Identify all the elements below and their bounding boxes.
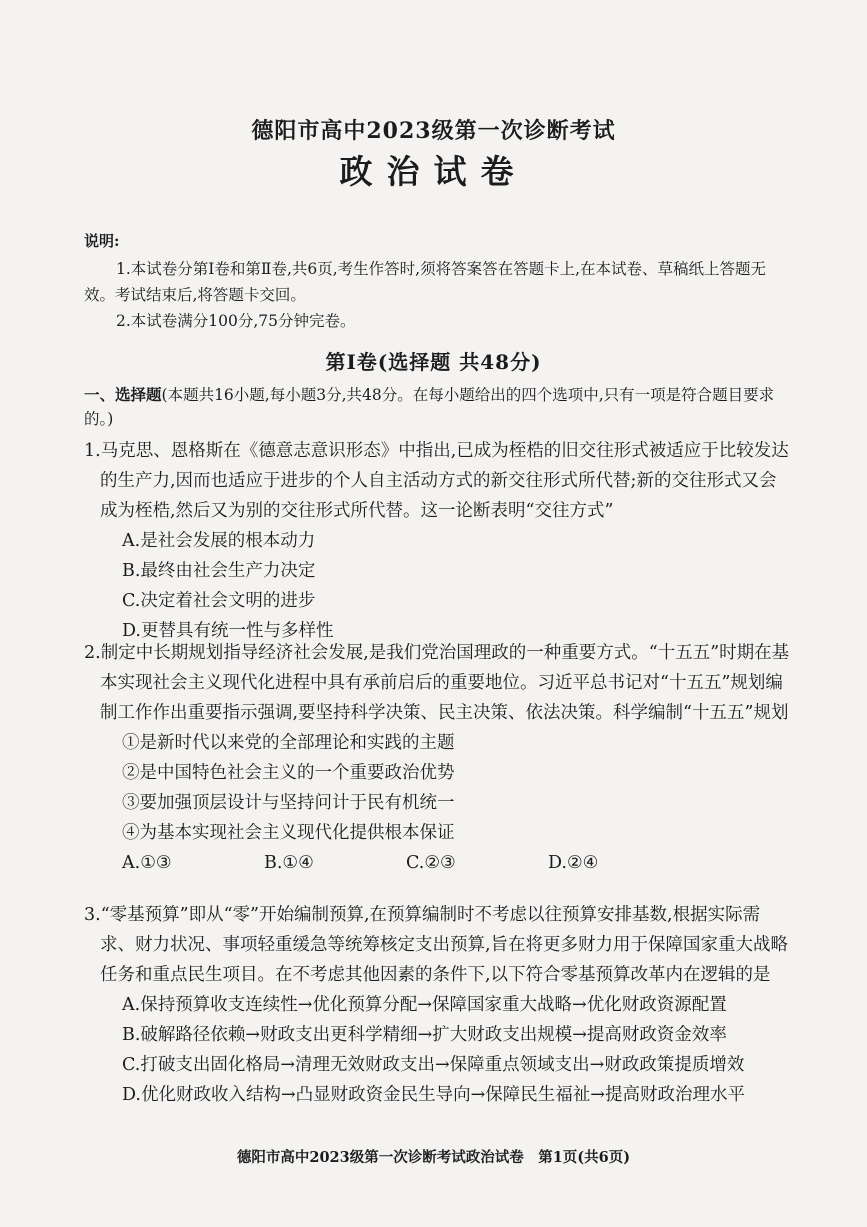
option-b: B.最终由社会生产力决定 bbox=[122, 561, 316, 581]
section-instruction bbox=[84, 383, 784, 431]
question-1 bbox=[84, 436, 790, 646]
option-c: C.打破支出固化格局→清理无效财政支出→保障重点领域支出→财政政策提质增效 bbox=[122, 1055, 745, 1075]
notes-label: 说明: bbox=[84, 232, 120, 250]
section-title: 第Ⅰ卷(选择题 共48分) bbox=[325, 350, 542, 374]
statement-1: ①是新时代以来党的全部理论和实践的主题 bbox=[122, 733, 455, 753]
option-a: A.是社会发展的根本动力 bbox=[122, 531, 316, 551]
option-b: B.破解路径依赖→财政支出更科学精细→扩大财政支出规模→提高财政资金效率 bbox=[122, 1025, 727, 1045]
option-row bbox=[84, 848, 790, 878]
option-b: B.①④ bbox=[264, 853, 314, 873]
question-stem: 1.马克思、恩格斯在《德意志意识形态》中指出,已成为桎梏的旧交往形式被适应于比较发达的生产力,因而也适应于进步的个人自主活动方式的新交往形式所代替;新的交往形式又会成为桎梏,然后又为别的交往形式所代替。这一论断表明“交往方式” bbox=[84, 441, 789, 521]
statement-3: ③要加强顶层设计与坚持问计于民有机统一 bbox=[122, 793, 455, 813]
page-footer: 德阳市高中2023级第一次诊断考试政治试卷 第1页(共6页) bbox=[236, 1149, 631, 1166]
statement-2: ②是中国特色社会主义的一个重要政治优势 bbox=[122, 763, 455, 783]
instruction-head: 一、选择题 bbox=[84, 385, 162, 404]
subject-title: 政治试卷 bbox=[339, 152, 528, 191]
option-c: C.决定着社会文明的进步 bbox=[122, 591, 316, 611]
option-d: D.更替具有统一性与多样性 bbox=[122, 621, 334, 641]
option-c: C.②③ bbox=[406, 853, 456, 873]
question-3 bbox=[84, 900, 790, 1110]
exam-title: 德阳市高中2023级第一次诊断考试 bbox=[251, 118, 616, 144]
option-a: A.保持预算收支连续性→优化预算分配→保障国家重大战略→优化财政资源配置 bbox=[122, 995, 727, 1015]
note-item: 2.本试卷满分100分,75分钟完卷。 bbox=[116, 312, 356, 330]
option-a: A.①③ bbox=[122, 853, 172, 873]
instruction-body: (本题共16小题,每小题3分,共48分。在每小题给出的四个选项中,只有一项是符合题目要求的。) bbox=[84, 386, 775, 428]
statement-4: ④为基本实现社会主义现代化提供根本保证 bbox=[122, 823, 455, 843]
question-stem: 3.“零基预算”即从“零”开始编制预算,在预算编制时不考虑以往预算安排基数,根据实际需求、财力状况、事项轻重缓急等统筹核定支出预算,旨在将更多财力用于保障国家重大战略任务和重点民生项目。在不考虑其他因素的条件下,以下符合零基预算改革内在逻辑的是 bbox=[84, 905, 789, 985]
option-d: D.优化财政收入结构→凸显财政资金民生导向→保障民生福祉→提高财政治理水平 bbox=[122, 1085, 745, 1105]
note-item: 1.本试卷分第Ⅰ卷和第Ⅱ卷,共6页,考生作答时,须将答案答在答题卡上,在本试卷、草稿纸上答题无效。考试结束后,将答题卡交回。 bbox=[84, 260, 767, 304]
option-d: D.②④ bbox=[548, 853, 599, 873]
question-2 bbox=[84, 638, 790, 878]
question-stem: 2.制定中长期规划指导经济社会发展,是我们党治国理政的一种重要方式。“十五五”时期在基本实现社会主义现代化进程中具有承前启后的重要地位。习近平总书记对“十五五”规划编制工作作出重要指示强调,要坚持科学决策、民主决策、依法决策。科学编制“十五五”规划 bbox=[84, 643, 790, 723]
